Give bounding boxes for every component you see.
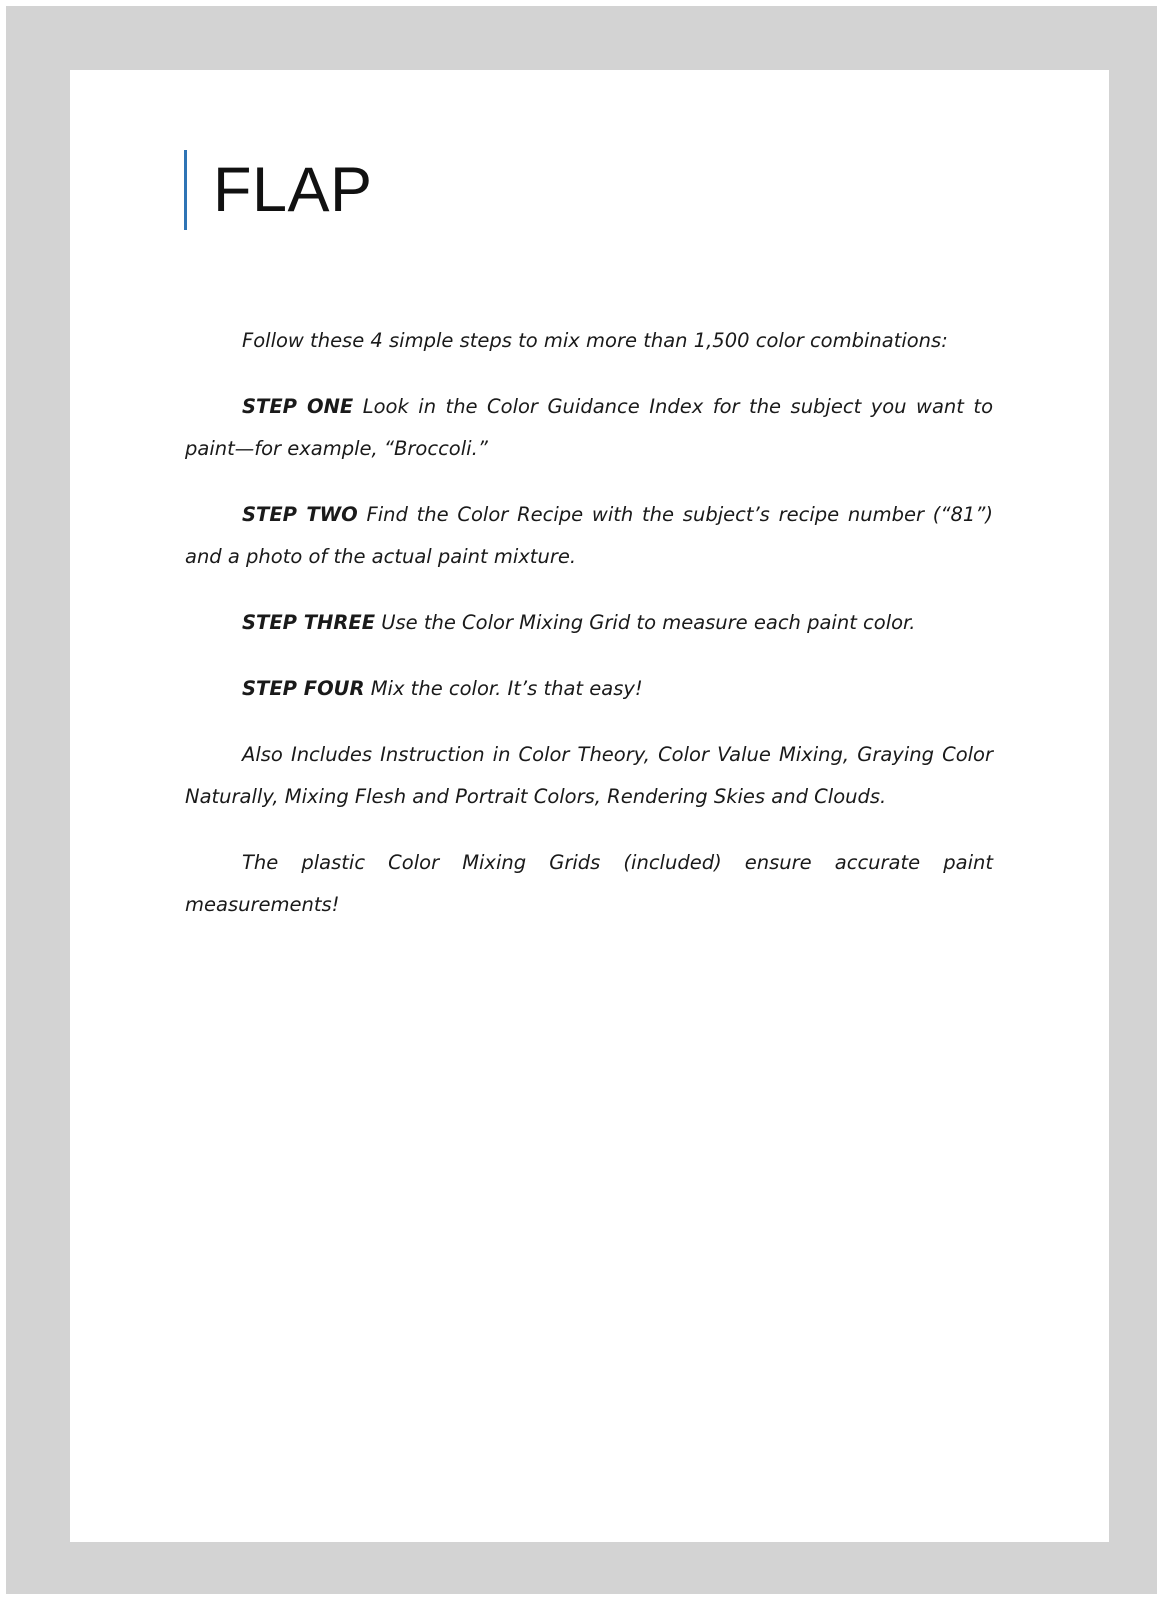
grids-paragraph (185, 842, 993, 926)
page-title: FLAP (213, 155, 373, 225)
step-two-text: Find the Color Recipe with the subject’s recipe number (“81”) and a photo of the actual paint mixture. (185, 503, 994, 568)
step-one-text: Look in the Color Guidance Index for the subject you want to paint—for example, “Broccoli.” (185, 395, 993, 460)
paragraph-text: Also Includes Instruction in Color Theory, Color Value Mixing, Graying Color Naturally, Mixing Flesh and Portrait Colors, Rendering Skies and Clouds. (185, 743, 993, 808)
step-three-paragraph (185, 602, 993, 644)
step-four-label: STEP FOUR (242, 677, 365, 700)
step-three-text: Use the Color Mixing Grid to measure each paint color. (381, 611, 916, 634)
step-four-paragraph (185, 668, 993, 710)
step-one-label: STEP ONE (242, 395, 354, 418)
step-two-paragraph (185, 494, 993, 578)
title-block (184, 150, 373, 230)
includes-paragraph (185, 734, 993, 818)
step-two-label: STEP TWO (242, 503, 358, 526)
step-one-paragraph (185, 386, 993, 470)
step-three-label: STEP THREE (242, 611, 376, 634)
paragraph-text: Follow these 4 simple steps to mix more than 1,500 color combinations: (242, 329, 948, 352)
document-body (185, 320, 993, 950)
paragraph-text: The plastic Color Mixing Grids (included) ensure accurate paint measurements! (185, 851, 993, 916)
step-four-text: Mix the color. It’s that easy! (370, 677, 643, 700)
document-page (70, 70, 1109, 1542)
intro-paragraph (185, 320, 993, 362)
page-border (6, 6, 1157, 1594)
